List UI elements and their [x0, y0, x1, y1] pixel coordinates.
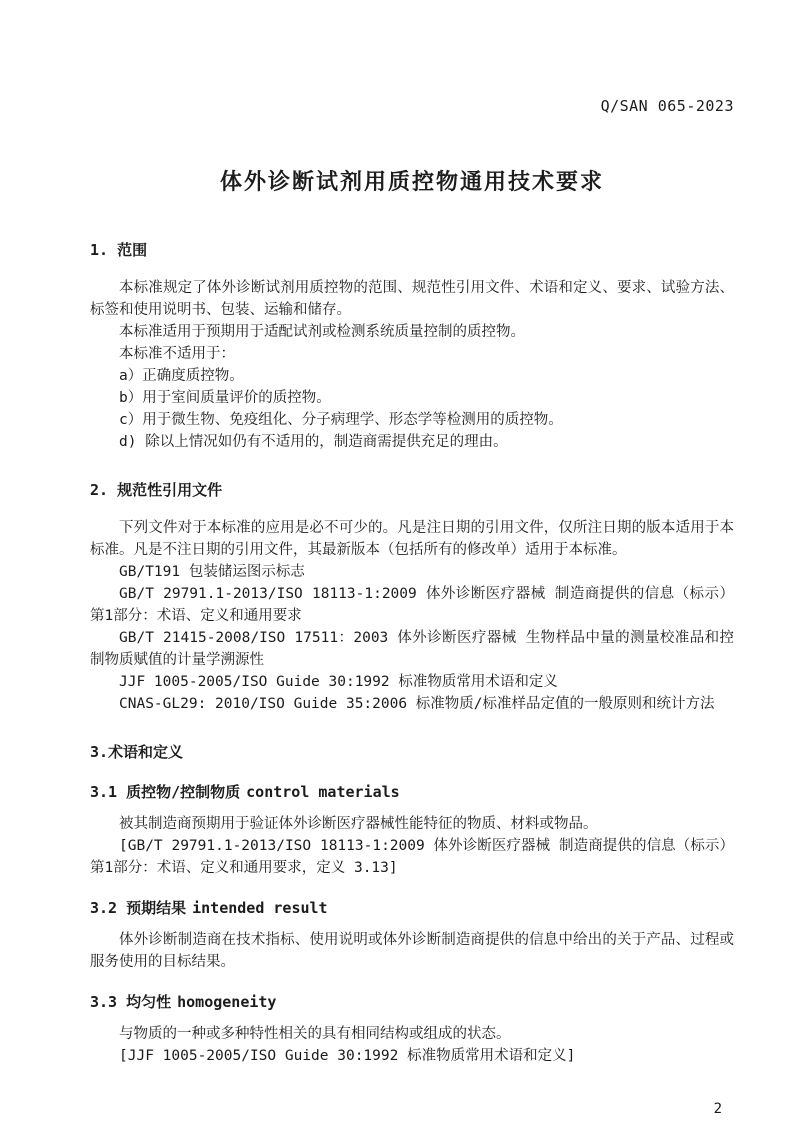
section1-heading: 1. 范围 — [90, 241, 148, 259]
page-title: 体外诊断试剂用质控物通用技术要求 — [219, 169, 604, 194]
section-scope — [90, 239, 734, 453]
term-3-3-en: homogeneity — [177, 993, 277, 1011]
reference-item: GB/T 29791.1-2013/ISO 18113-1:2009 体外诊断医疗器械 制造商提供的信息（标示）第1部分：术语、定义和通用要求 — [90, 586, 734, 624]
scope-paragraph-3: 本标准不适用于： — [119, 346, 235, 362]
section-terms-definitions — [90, 741, 734, 1067]
page-number: 2 — [713, 1101, 722, 1117]
term-3-2-zh: 3.2 预期结果 — [90, 899, 187, 917]
term-3-2-definition: 体外诊断制造商在技术指标、使用说明或体外诊断制造商提供的信息中给出的关于产品、过程或服务使用的目标结果。 — [90, 932, 734, 970]
references-intro: 下列文件对于本标准的应用是必不可少的。凡是注日期的引用文件，仅所注日期的版本适用于本标准。凡是不注日期的引用文件，其最新版本（包括所有的修改单）适用于本标准。 — [90, 520, 734, 558]
scope-paragraph-1: 本标准规定了体外诊断试剂用质控物的范围、规范性引用文件、术语和定义、要求、试验方法、标签和使用说明书、包装、运输和储存。 — [90, 280, 734, 318]
section2-heading: 2. 规范性引用文件 — [90, 481, 223, 499]
term-3-1-heading — [90, 781, 734, 803]
term-3-2-en: intended result — [192, 899, 328, 917]
term-3-3-source: [JJF 1005-2005/ISO Guide 30:1992 标准物质常用术语和定义] — [119, 1048, 576, 1064]
scope-item-a: a）正确度质控物。 — [119, 368, 244, 384]
section-normative-references — [90, 479, 734, 715]
scope-item-b: b）用于室间质量评价的质控物。 — [119, 390, 331, 406]
reference-item: GB/T 21415-2008/ISO 17511：2003 体外诊断医疗器械 生物样品中量的测量校准品和控制物质赋值的计量学溯源性 — [90, 630, 734, 668]
term-3-1-definition: 被其制造商预期用于验证体外诊断医疗器械性能特征的物质、材料或物品。 — [119, 816, 598, 832]
reference-item: GB/T191 包装储运图示标志 — [119, 564, 305, 580]
scope-paragraph-2: 本标准适用于预期用于适配试剂或检测系统质量控制的质控物。 — [119, 324, 525, 340]
scope-item-c: c）用于微生物、免疫组化、分子病理学、形态学等检测用的质控物。 — [119, 412, 563, 428]
reference-item: JJF 1005-2005/ISO Guide 30:1992 标准物质常用术语和定义 — [119, 674, 558, 690]
term-3-3-heading — [90, 991, 734, 1013]
term-3-3-zh: 3.3 均匀性 — [90, 993, 172, 1011]
term-3-1-zh: 3.1 质控物/控制物质 — [90, 783, 241, 801]
term-3-3-definition: 与物质的一种或多种特性相关的具有相同结构或组成的状态。 — [119, 1026, 511, 1042]
term-3-1-en: control materials — [246, 783, 400, 801]
section3-heading: 3.术语和定义 — [90, 743, 184, 761]
scope-item-d: d) 除以上情况如仍有不适用的，制造商需提供充足的理由。 — [119, 434, 508, 450]
term-3-2-heading — [90, 897, 734, 919]
doc-code: Q/SAN 065-2023 — [600, 97, 734, 115]
reference-item: CNAS-GL29: 2010/ISO Guide 35:2006 标准物质/标准样品定值的一般原则和统计方法 — [119, 696, 715, 712]
term-3-1-source: [GB/T 29791.1-2013/ISO 18113-1:2009 体外诊断医疗器械 制造商提供的信息（标示）第1部分：术语、定义和通用要求，定义 3.13] — [90, 838, 734, 876]
